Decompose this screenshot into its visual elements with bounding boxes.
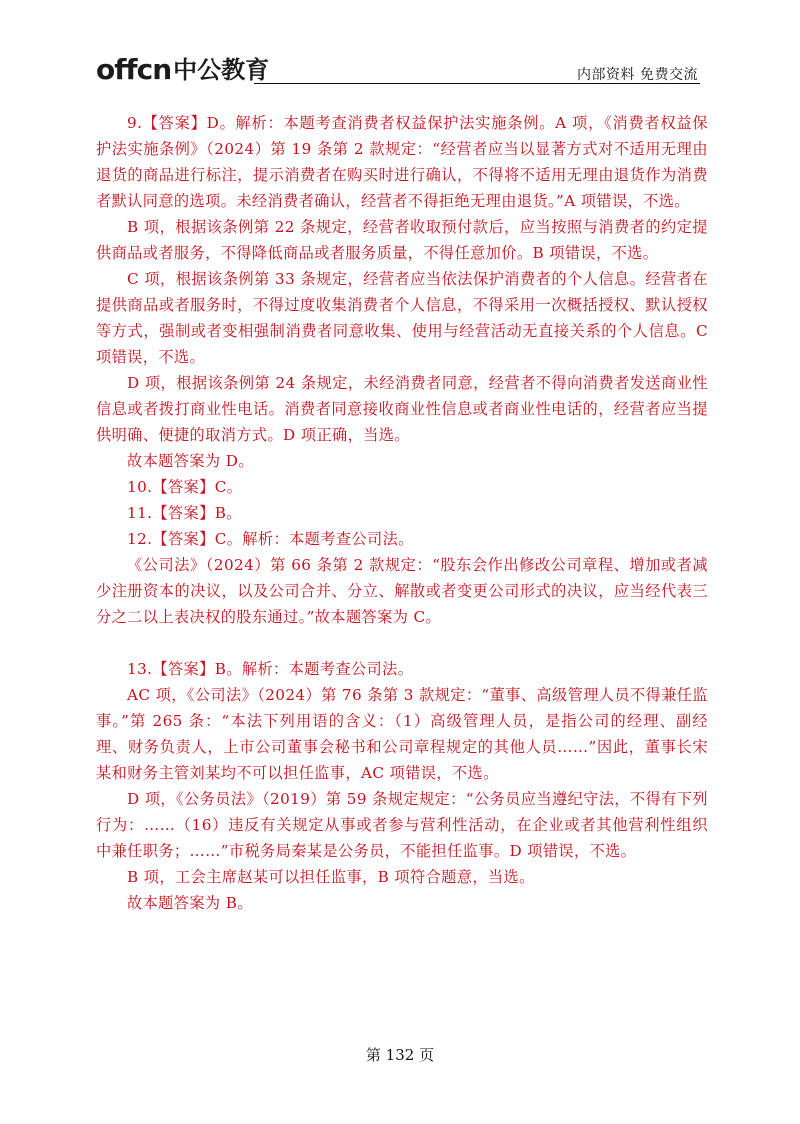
paragraph-q12-detail: 《公司法》（2024）第 66 条第 2 款规定：“股东会作出修改公司章程、增加或者减少注册资本的决议，以及公司合并、分立、解散或者变更公司形式的决议，应当经代表三分之二以上表决权的股东通过。”故本题答案为 C。 [96,556,708,626]
paragraph-q9-b: B 项，根据该条例第 22 条规定，经营者收取预付款后，应当按照与消费者的约定提供商品或者服务，不得降低商品或者服务质量，不得任意加价。B 项错误，不选。 [96,218,708,262]
paragraph-q9-answer: 故本题答案为 D。 [127,452,254,470]
paragraph-q13-b: B 项，工会主席赵某可以担任监事，B 项符合题意，当选。 [127,868,535,886]
paragraph-q13: 13.【答案】B。解析：本题考查公司法。 [127,660,414,678]
paragraph-q9-c: C 项，根据该条例第 33 条规定，经营者应当依法保护消费者的个人信息。经营者在提供商品或者服务时，不得过度收集消费者个人信息，不得采用一次概括授权、默认授权等方式，强制或者变相强制消费者同意收集、使用与经营活动无直接关系的个人信息。C 项错误，不选。 [96,270,708,366]
paragraph-q9-d: D 项，根据该条例第 24 条规定，未经消费者同意，经营者不得向消费者发送商业性信息或者拨打商业性电话。消费者同意接收商业性信息或者商业性电话的，经营者应当提供明确、便捷的取消方式。D 项正确，当选。 [96,374,708,444]
paragraph-q12: 12.【答案】C。解析：本题考查公司法。 [127,530,414,548]
answer-content [96,110,708,916]
page-number: 第 132 页 [365,1046,435,1064]
logo-latin-text: offcn [96,53,172,86]
paragraph-q11: 11.【答案】B。 [127,504,242,522]
paragraph-q9: 9.【答案】D。解析：本题考查消费者权益保护法实施条例。A 项，《消费者权益保护法实施条例》（2024）第 19 条第 2 款规定：“经营者应当以显著方式对不适用无理由退货的商品进行标注，提示消费者在购买时进行确认，不得将不适用无理由退货作为消费者默认同意的选项。未经消费者确认，经营者不得拒绝无理由退货。”A 项错误，不选。 [96,114,708,210]
paragraph-q13-answer: 故本题答案为 B。 [127,894,253,912]
header-note: 内部资料 免费交流 [577,67,698,83]
paragraph-q13-ac: AC 项，《公司法》（2024）第 76 条第 3 款规定：“董事、高级管理人员不得兼任监事。”第 265 条：“本法下列用语的含义：（1）高级管理人员，是指公司的经理、副经理、财务负责人，上市公司董事会秘书和公司章程规定的其他人员……”因此，董事长宋某和财务主管刘某均不可以担任监事，AC 项错误，不选。 [96,686,708,782]
paragraph-q10: 10.【答案】C。 [127,478,243,496]
logo-chinese-text: 中公教育 [173,56,270,84]
paragraph-q13-d: D 项，《公务员法》（2019）第 59 条规定规定：“公务员应当遵纪守法，不得有下列行为：……（16）违反有关规定从事或者参与营利性活动，在企业或者其他营利性组织中兼任职务；……”市税务局秦某是公务员，不能担任监事。D 项错误，不选。 [96,790,708,860]
brand-logo [96,53,270,86]
page-header [96,52,700,86]
